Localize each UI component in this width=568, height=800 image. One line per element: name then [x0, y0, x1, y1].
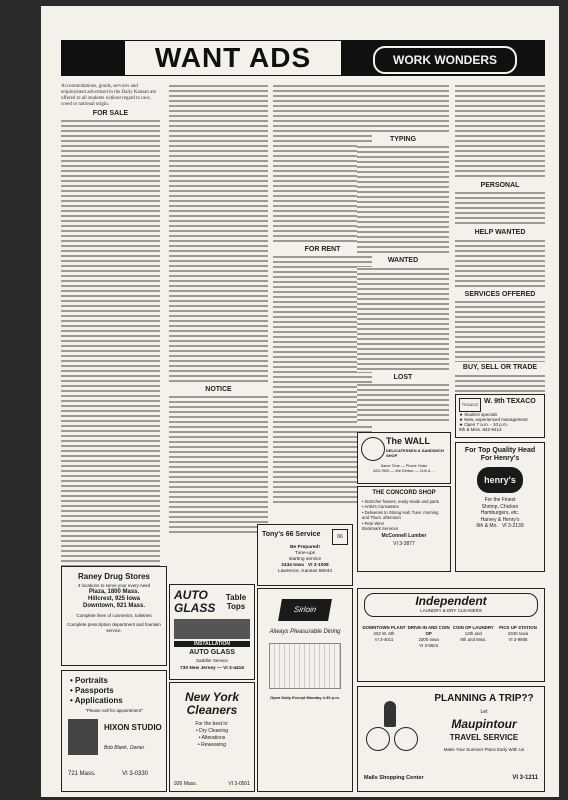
tony-line: Tune-ups [294, 551, 316, 556]
travel-let: Let [480, 709, 488, 715]
raney-location: Hillcrest, 925 Iowa [87, 596, 141, 602]
henrys-phone: VI 3-2139 [501, 523, 524, 529]
concord-shop-ad [357, 486, 451, 572]
camera-icon [68, 719, 98, 755]
raney-location: Downtown, 921 Mass. [82, 603, 145, 609]
concord-line: • Pete Wire! [362, 520, 385, 526]
auto-glass-address: 730 New Jersey — VI 3-4416 [179, 666, 244, 671]
ny-cleaners-ad [169, 682, 255, 792]
travel-address: Malls Shopping Center [364, 775, 424, 781]
location-downtown [362, 625, 406, 649]
texaco-line: ★ Student specials [459, 412, 498, 417]
henrys-ad [455, 442, 545, 572]
concord-line: • Stretcher frames, ready-made and parts [362, 499, 439, 504]
classified-text-block [357, 383, 449, 423]
henrys-line: Shrimp, Chicken [481, 503, 519, 510]
concord-title: THE CONCORD SHOP [372, 490, 436, 496]
auto-glass-installation: INSTALLATION [174, 641, 250, 647]
classified-column-2 [169, 84, 268, 535]
classified-column-5 [455, 84, 545, 404]
independent-logo [364, 593, 538, 617]
tonys-66-ad [257, 524, 353, 586]
location-address: 9th and Miss. [460, 637, 487, 642]
texaco-line: ★ New, experienced management [459, 417, 528, 422]
newspaper-page [41, 6, 559, 797]
section-heading-wanted: WANTED [387, 257, 419, 265]
banner-title: WANT ADS [125, 41, 341, 75]
tony-line: starting service [288, 557, 322, 562]
location-address: 202 W. 6th [373, 631, 395, 636]
deli-sub: The WALL [386, 436, 430, 446]
independent-locations [362, 625, 540, 649]
sirloin-logo: Sirloin [278, 599, 332, 621]
section-heading-help-wanted: HELP WANTED [474, 229, 526, 237]
texaco-details [459, 412, 543, 432]
concord-line: Bookmark Services [362, 526, 399, 532]
tony-title: Tony's 66 Service [262, 531, 321, 538]
travel-headline: PLANNING A TRIP?? [434, 693, 534, 704]
location-address: 2340 Iowa [507, 631, 529, 636]
location-name: PICK UP STATION [499, 625, 537, 630]
deli-line: Same Time — Phone Order [380, 464, 428, 468]
auto-glass-ad [169, 584, 255, 680]
concord-line: • Deliveries to Strong Hall, Tues. morning and Thurs. afternoon [362, 509, 439, 521]
tony-address: 2434 Iowa [281, 563, 304, 568]
deli-title: DELICATESSEN & SANDWICH SHOP [386, 448, 444, 458]
travel-note: Make Your Summer Plans Early With Us [443, 747, 525, 752]
independent-title: Independent [415, 594, 487, 608]
cleaners-line: • Reweaving [198, 742, 226, 748]
deli-logo-icon [361, 437, 385, 461]
texaco-phone: 842-9413 [482, 427, 502, 432]
phillips-66-shield-icon: 66 [332, 529, 348, 545]
sirloin-hours: Open Daily Except Monday 4:30 p.m. [270, 695, 340, 700]
concord-line: • Artist's Canvasses [362, 504, 399, 510]
section-heading-notice: NOTICE [205, 386, 232, 393]
henrys-details [456, 497, 544, 530]
section-heading-for-sale: FOR SALE [92, 110, 129, 117]
raney-title: Raney Drug Stores [77, 572, 151, 581]
travel-phone: VI 3-1211 [512, 775, 538, 781]
henrys-headline: For Top Quality Head For Henry's [464, 447, 536, 462]
classified-text-block [357, 145, 449, 255]
tony-city: Lawrence, Kansas 66044 [277, 569, 333, 574]
texaco-ad [455, 394, 545, 438]
auto-glass-subline: Saddler Service [196, 658, 228, 663]
deli-info [361, 464, 447, 474]
sirloin-map [269, 643, 341, 689]
auto-glass-name: AUTO GLASS [189, 649, 235, 656]
cleaners-title: New York Cleaners [184, 690, 240, 717]
tony-line: Be Prepared! [290, 545, 320, 550]
raney-details [62, 583, 166, 634]
independent-sub: LAUNDRY & DRY CLEANERS [420, 608, 482, 613]
sirloin-tagline: Always Pleasurable Dining [269, 629, 341, 635]
auto-glass-sub: Table Tops [225, 593, 247, 611]
section-heading-typing: TYPING [389, 136, 417, 143]
texaco-title: W. 9th TEXACO [484, 398, 536, 405]
classified-text-block [455, 191, 545, 227]
classified-column-1 [61, 84, 160, 569]
classified-text-block [357, 267, 449, 372]
travel-name: Maupintour [451, 717, 517, 731]
concord-name: McConnell Lumber [381, 533, 427, 540]
bicycle-icon [366, 697, 418, 753]
raney-line: Complete prescription department and fountain service. [67, 622, 161, 633]
location-phone: VI 3-9868 [508, 637, 528, 642]
wall-deli-ad [357, 432, 451, 484]
tony-phone: VI 3-1008 [307, 563, 329, 568]
cleaners-line: • Alterations [198, 735, 226, 741]
location-coin-op [451, 625, 495, 649]
location-name: DOWNTOWN PLANT [362, 625, 406, 630]
sirloin-ad [257, 588, 353, 792]
hixon-studio-ad [61, 670, 167, 792]
texaco-address: 9th & Miss. [459, 427, 482, 432]
independent-laundry-ad [357, 588, 545, 682]
concord-details [362, 499, 446, 531]
hixon-line: • Applications [70, 696, 123, 705]
location-drive-in [407, 625, 451, 649]
tony-details [262, 545, 348, 575]
raney-line: 3 locations to serve your every need [77, 583, 151, 588]
location-phone: VI 3-4011 [374, 637, 394, 642]
henrys-logo: henry's [477, 467, 523, 493]
texaco-logo-icon: TEXACO [459, 398, 481, 412]
cleaners-line: • Dry Cleaning [195, 728, 229, 734]
henrys-line: Harvey & Henry's [480, 516, 520, 523]
want-ads-banner [61, 40, 545, 76]
texaco-line: ★ Open 7 a.m. - 10 p.m. [459, 422, 509, 427]
section-heading-for-rent: FOR RENT [304, 246, 341, 253]
auto-glass-title: AUTO GLASS [174, 588, 216, 615]
column-intro: Accommodations, goods, services and employment advertised in the Daily Kansan are offered to all students without regard to race, creed or national origin. [61, 84, 157, 107]
location-name: COIN OP LAUNDRY [452, 625, 494, 630]
classified-text-block [169, 395, 268, 535]
location-phone: VI 3-5504 [419, 643, 439, 648]
classified-text-block [357, 84, 449, 134]
location-address: 2300 Iowa [418, 637, 439, 642]
banner-subtitle: WORK WONDERS [373, 46, 517, 74]
location-address: 12th and [464, 631, 482, 636]
hixon-address: 721 Mass. [68, 771, 96, 777]
maupintour-ad [357, 686, 545, 792]
classified-text-block [455, 300, 545, 362]
section-heading-buy-sell-trade: BUY, SELL OR TRADE [462, 364, 538, 372]
hixon-line: • Passports [70, 686, 114, 695]
cleaners-phone: VI 3-0501 [228, 781, 250, 787]
location-name: DRIVE-IN AND COIN OP [407, 625, 450, 636]
hixon-phone: VI 3-0330 [122, 771, 149, 777]
cleaners-line: For the best in: [195, 721, 229, 727]
car-icon [174, 619, 250, 639]
hixon-line: • Portraits [70, 676, 108, 685]
henrys-line: For the Finest [484, 497, 516, 503]
travel-sub: TRAVEL SERVICE [449, 733, 519, 742]
classified-text-block [61, 119, 160, 569]
classified-text-block [169, 84, 268, 384]
classified-text-block [455, 84, 545, 180]
section-heading-personal: PERSONAL [480, 182, 520, 189]
location-pickup [496, 625, 540, 649]
hixon-services [70, 676, 158, 706]
classified-column-4 [357, 84, 449, 423]
henrys-address: 6th & Mo. [476, 523, 498, 529]
section-heading-services-offered: SERVICES OFFERED [464, 290, 536, 298]
deli-line: 843-7600 — We Deliver — 11th & ... [373, 469, 435, 473]
raney-location: Plaza, 1800 Mass. [88, 589, 140, 595]
hixon-name: HIXON STUDIO [104, 723, 162, 732]
raney-drug-ad [61, 566, 167, 666]
raney-line: Complete lines of cosmetics, toiletries [76, 613, 152, 618]
cleaners-address: 926 Mass. [174, 781, 198, 787]
classified-text-block [455, 239, 545, 289]
hixon-note: "Please call for appointment" [85, 708, 143, 713]
cleaners-details [170, 721, 254, 749]
section-heading-lost: LOST [393, 373, 413, 381]
hixon-owner: Bob Blank, Owner [104, 745, 145, 751]
concord-phone: VI 3-3877 [393, 541, 415, 548]
henrys-line: Hamburgers, etc. [480, 510, 520, 516]
